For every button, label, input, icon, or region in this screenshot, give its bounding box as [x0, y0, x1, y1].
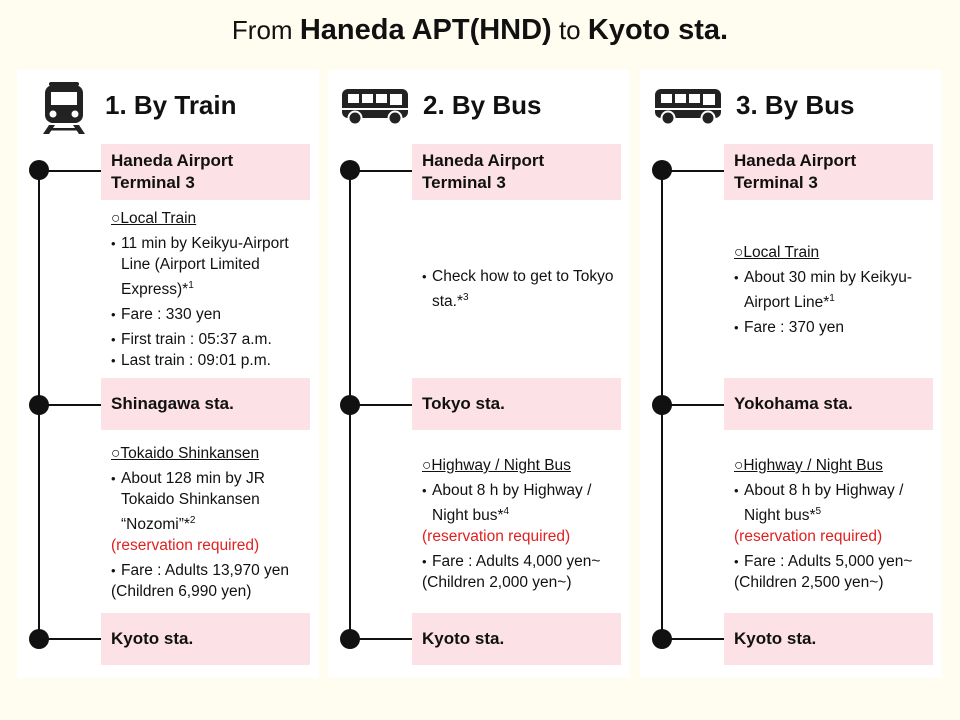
station-transfer: Shinagawa sta. [101, 378, 310, 430]
fare-bullet: • Fare : Adults 13,970 yen [111, 560, 316, 581]
check-bullet: • Check how to get to Tokyo sta.*$^3$ [422, 266, 627, 312]
title-to: to [558, 15, 581, 45]
column-header [640, 70, 942, 142]
train-icon [41, 82, 87, 134]
fare-bullet: • Fare : 330 yen [111, 304, 316, 325]
route-column-train [17, 70, 319, 678]
station-origin [101, 144, 310, 200]
duration-bullet: • About 8 h by Highway / Night bus*$^4$ [422, 480, 627, 526]
fare-children: (Children 6,990 yen) [111, 583, 252, 601]
title-from: From [231, 15, 293, 45]
segment-2 [422, 455, 627, 593]
title-destination: Kyoto sta. [587, 14, 729, 46]
segment-1 [422, 266, 627, 316]
column-heading: 1. By Train [105, 90, 237, 120]
fare-children: (Children 2,000 yen~) [422, 574, 572, 592]
first-train-bullet: • First train : 05:37 a.m. [111, 329, 316, 350]
transport-mode: ○Tokaido Shinkansen [111, 445, 260, 462]
connector [39, 404, 101, 406]
duration-bullet: • About 30 min by Keikyu-Airport Line*$^1$ [734, 267, 939, 313]
connector [662, 404, 724, 406]
station-name-line2: Terminal 3 [734, 173, 818, 192]
transport-mode: ○Highway / Night Bus [734, 457, 883, 474]
station-name-line1: Haneda Airport [734, 151, 857, 170]
bus-icon [654, 88, 722, 126]
connector [662, 170, 724, 172]
duration-bullet: • About 128 min by JR Tokaido Shinkansen “Nozomi”*$^2$ [111, 468, 316, 535]
segment-2 [734, 455, 939, 593]
segment-1 [734, 242, 939, 342]
station-name-line1: Haneda Airport [422, 151, 545, 170]
page-title [0, 14, 960, 47]
connector [662, 638, 724, 640]
transport-mode: ○Highway / Night Bus [422, 457, 571, 474]
reservation-note: (reservation required) [422, 528, 571, 546]
fare-children: (Children 2,500 yen~) [734, 574, 884, 592]
connector [350, 638, 412, 640]
station-name-line2: Terminal 3 [422, 173, 506, 192]
fare-bullet: • Fare : 370 yen [734, 317, 939, 338]
station-origin [412, 144, 621, 200]
bus-icon [341, 88, 409, 126]
column-header [328, 70, 630, 142]
station-destination: Kyoto sta. [101, 613, 310, 665]
fare-bullet: • Fare : Adults 5,000 yen~ [734, 551, 939, 572]
duration-bullet: • 11 min by Keikyu-Airport Line (Airport Limited Express)*$^1$ [111, 233, 316, 300]
fare-bullet: • Fare : Adults 4,000 yen~ [422, 551, 627, 572]
duration-bullet: • About 8 h by Highway / Night bus*$^5$ [734, 480, 939, 526]
connector [350, 170, 412, 172]
reservation-note: (reservation required) [734, 528, 883, 546]
station-transfer: Tokyo sta. [412, 378, 621, 430]
reservation-note: (reservation required) [111, 537, 260, 555]
segment-2 [111, 443, 316, 602]
route-column-bus-yokohama [640, 70, 942, 678]
column-heading: 3. By Bus [736, 90, 855, 120]
route-column-bus-tokyo [328, 70, 630, 678]
last-train-bullet: • Last train : 09:01 p.m. [111, 350, 316, 371]
station-destination: Kyoto sta. [412, 613, 621, 665]
station-name-line2: Terminal 3 [111, 173, 195, 192]
transport-mode: ○Local Train [734, 244, 820, 261]
station-transfer: Yokohama sta. [724, 378, 933, 430]
station-origin [724, 144, 933, 200]
segment-1 [111, 208, 316, 375]
column-header [17, 70, 319, 142]
connector [39, 638, 101, 640]
connector [350, 404, 412, 406]
column-heading: 2. By Bus [423, 90, 542, 120]
title-origin: Haneda APT(HND) [299, 14, 552, 46]
station-destination: Kyoto sta. [724, 613, 933, 665]
transport-mode: ○Local Train [111, 210, 197, 227]
connector [39, 170, 101, 172]
station-name-line1: Haneda Airport [111, 151, 234, 170]
